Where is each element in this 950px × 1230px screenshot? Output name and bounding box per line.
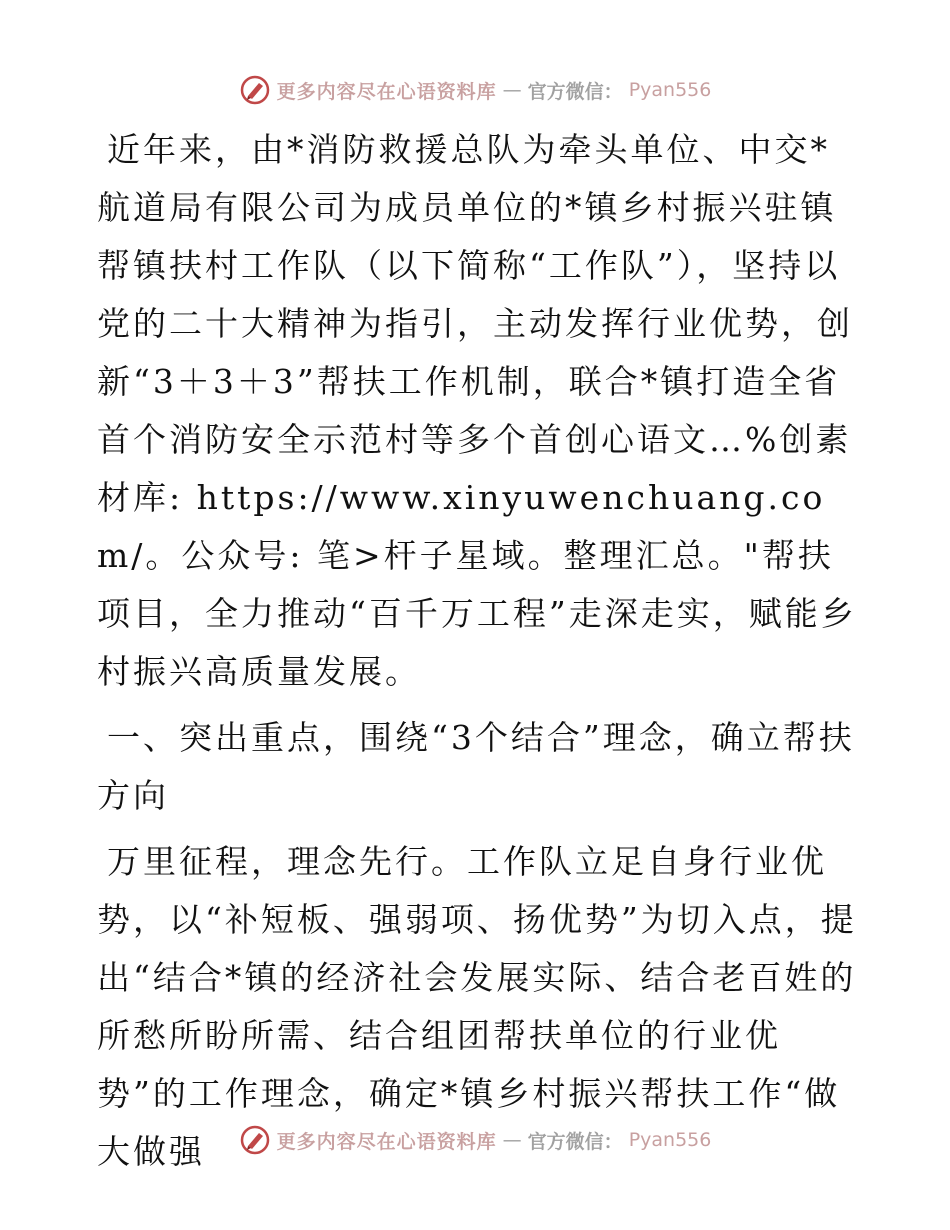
section-heading: 一、突出重点，围绕“3个结合”理念，确立帮扶方向 <box>97 718 855 815</box>
pen-logo-icon <box>239 74 271 106</box>
watermark-wechat-label: 官方微信： <box>527 1130 623 1153</box>
body-paragraph: 近年来，由*消防救援总队为牵头单位、中交*航道局有限公司为成员单位的*镇乡村振兴驻镇帮镇扶村工作队（以下简称“工作队”），坚持以党的二十大精神为指引，主动发挥行业优势，创新“3＋3＋3”帮扶工作机制，联合*镇打造全省首个消防安全示范村等多个首创心语文…%创素材库: https://www.xinyuwenchuang.com/。公众号: 笔>杆子星域。整理汇总。"帮扶项目，全力推动“百千万工程”走深走实，赋能乡村振兴高质量发展。 <box>97 130 857 691</box>
body-paragraph: 万里征程，理念先行。工作队立足自身行业优势，以“补短板、强弱项、扬优势”为切入点，提出“结合*镇的经济社会发展实际、结合老百姓的所愁所盼所需、结合组团帮扶单位的行业优势”的工作理念，确定*镇乡村振兴帮扶工作“做大做强 <box>97 842 857 1171</box>
watermark-wechat-id: Pyan556 <box>628 1129 712 1151</box>
watermark-wechat-label: 官方微信： <box>527 80 623 103</box>
document-body <box>97 121 857 1181</box>
paragraph-gap <box>97 701 857 709</box>
header-watermark <box>0 70 950 110</box>
watermark-dash: — <box>502 1129 522 1151</box>
pen-logo-icon <box>239 1124 271 1156</box>
watermark-title: 更多内容尽在心语资料库 <box>276 80 497 103</box>
paragraph-gap <box>97 825 857 833</box>
watermark-title: 更多内容尽在心语资料库 <box>276 1130 497 1153</box>
watermark-dash: — <box>502 79 522 101</box>
footer-watermark <box>0 1120 950 1160</box>
watermark-wechat-id: Pyan556 <box>628 79 712 101</box>
